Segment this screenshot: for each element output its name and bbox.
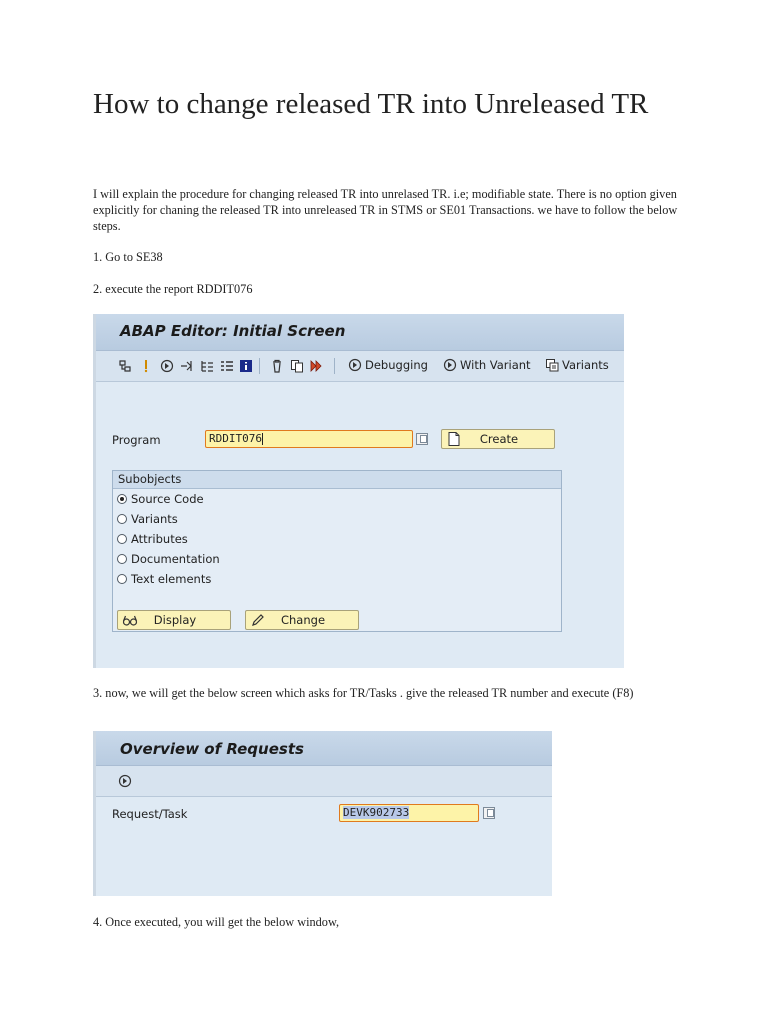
subobject-label: Source Code [131, 492, 204, 506]
radio-dot [117, 534, 127, 544]
subobject-radio[interactable] [117, 512, 178, 526]
subobject-label: Variants [131, 512, 178, 526]
list-icon[interactable] [220, 359, 234, 373]
overview-title: Overview of Requests [120, 740, 304, 758]
toolbar-separator [334, 358, 335, 374]
variants-button[interactable]: Variants [545, 358, 609, 372]
display-glasses-icon [122, 612, 138, 628]
overview-toolbar [96, 766, 552, 797]
overview-titlebar [96, 731, 552, 766]
request-task-input[interactable]: DEVK902733 [339, 804, 479, 822]
pencil-icon [250, 612, 266, 628]
abap-editor-screen [93, 314, 624, 668]
radio-dot [117, 494, 127, 504]
text-caret [262, 433, 263, 445]
variants-icon [545, 358, 559, 372]
overview-requests-screen [93, 731, 552, 896]
step-2: 2. execute the report RDDIT076 [93, 282, 253, 296]
radio-dot [117, 514, 127, 524]
other-object-icon[interactable] [118, 359, 132, 373]
application-toolbar [96, 351, 624, 382]
radio-dot [117, 554, 127, 564]
step-3: 3. now, we will get the below screen which asks for TR/Tasks . give the released TR number and execute (F8) [93, 686, 634, 700]
subobjects-title: Subobjects [113, 471, 561, 489]
subobject-radio[interactable] [117, 552, 220, 566]
subobject-radio[interactable] [117, 492, 204, 506]
subobject-label: Attributes [131, 532, 188, 546]
create-button[interactable]: Create [441, 429, 555, 449]
step-4: 4. Once executed, you will get the below window, [93, 915, 340, 929]
value-help-icon[interactable] [416, 433, 428, 445]
delete-icon[interactable] [270, 359, 284, 373]
check-icon[interactable] [139, 359, 153, 373]
subobject-label: Text elements [131, 572, 212, 586]
rename-icon[interactable] [310, 359, 324, 373]
execute-icon[interactable] [160, 359, 174, 373]
where-used-icon[interactable] [180, 359, 194, 373]
object-list-icon[interactable] [200, 359, 214, 373]
step-1: 1. Go to SE38 [93, 250, 163, 264]
subobject-radio[interactable] [117, 532, 188, 546]
program-input[interactable]: RDDIT076 [205, 430, 413, 448]
subobjects-group [112, 470, 562, 632]
subobject-label: Documentation [131, 552, 220, 566]
program-label: Program [112, 433, 161, 447]
change-button[interactable]: Change [245, 610, 359, 630]
debugging-icon [348, 358, 362, 372]
execute-icon[interactable] [118, 774, 132, 788]
new-document-icon [446, 431, 462, 447]
request-task-label: Request/Task [112, 807, 188, 821]
display-button[interactable]: Display [117, 610, 231, 630]
toolbar-separator [259, 358, 260, 374]
execute-variant-icon [443, 358, 457, 372]
with-variant-button[interactable]: With Variant [443, 358, 531, 372]
page-title: How to change released TR into Unreleased TR [93, 88, 649, 120]
value-help-icon[interactable] [483, 807, 495, 819]
info-icon[interactable] [239, 359, 253, 373]
radio-dot [117, 574, 127, 584]
intro-paragraph: I will explain the procedure for changing released TR into unrelased TR. i.e; modifiable state. There is no option given explicitly for chaning the released TR into unreleased TR in STMS or SE01 Transactions. we have to follow the below steps. [93, 187, 678, 233]
copy-icon[interactable] [290, 359, 304, 373]
subobject-radio[interactable] [117, 572, 211, 586]
abap-editor-title: ABAP Editor: Initial Screen [120, 322, 346, 340]
debugging-button[interactable]: Debugging [348, 358, 428, 372]
abap-editor-titlebar [96, 314, 624, 351]
